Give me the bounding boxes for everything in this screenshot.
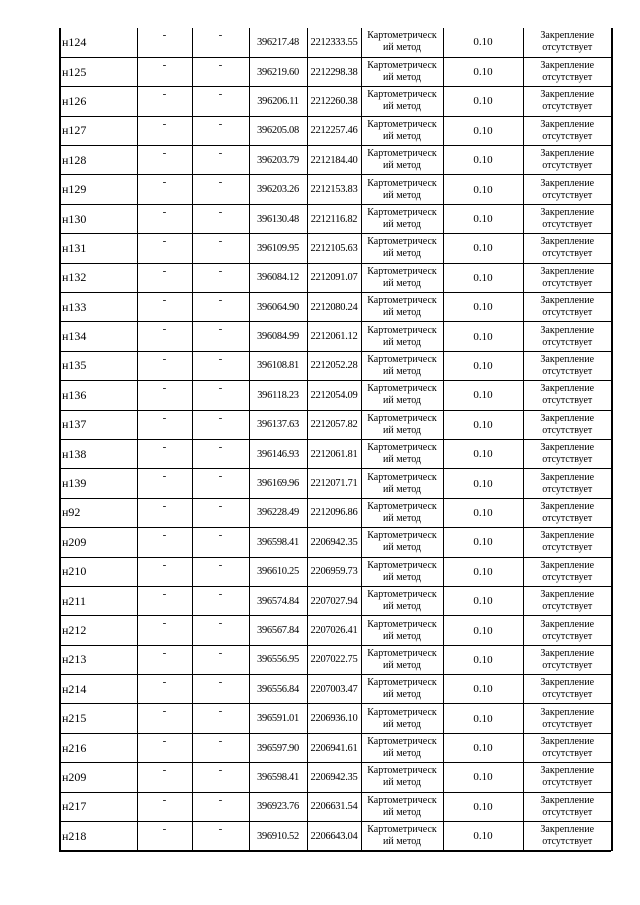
x-coordinate-cell: 396118.23 — [249, 381, 307, 410]
point-name-cell: н215 — [60, 704, 137, 733]
coordinates-table — [59, 28, 613, 851]
fixing-cell: Закрепление отсутствует — [523, 204, 612, 233]
accuracy-cell: 0.10 — [443, 87, 523, 116]
old-x-cell: - — [137, 116, 192, 145]
x-coordinate-cell: 396598.41 — [249, 528, 307, 557]
method-cell: Картометрическ ий метод — [361, 234, 443, 263]
old-y-cell: - — [192, 792, 249, 821]
point-name-cell: н211 — [60, 586, 137, 615]
old-x-cell: - — [137, 557, 192, 586]
x-coordinate-cell: 396146.93 — [249, 439, 307, 468]
point-name-cell: н210 — [60, 557, 137, 586]
old-x-cell: - — [137, 763, 192, 792]
old-x-cell: - — [137, 146, 192, 175]
old-y-cell: - — [192, 410, 249, 439]
point-name-cell: н130 — [60, 204, 137, 233]
y-coordinate-cell: 2212061.12 — [307, 322, 361, 351]
table-row — [60, 322, 612, 351]
y-coordinate-cell: 2212257.46 — [307, 116, 361, 145]
table-row — [60, 234, 612, 263]
x-coordinate-cell: 396137.63 — [249, 410, 307, 439]
point-name-cell: н129 — [60, 175, 137, 204]
accuracy-cell: 0.10 — [443, 498, 523, 527]
x-coordinate-cell: 396598.41 — [249, 763, 307, 792]
accuracy-cell: 0.10 — [443, 763, 523, 792]
accuracy-cell: 0.10 — [443, 28, 523, 57]
method-cell: Картометрическ ий метод — [361, 675, 443, 704]
accuracy-cell: 0.10 — [443, 263, 523, 292]
table-row — [60, 57, 612, 86]
point-name-cell: н218 — [60, 822, 137, 851]
old-x-cell: - — [137, 645, 192, 674]
y-coordinate-cell: 2207026.41 — [307, 616, 361, 645]
method-cell: Картометрическ ий метод — [361, 87, 443, 116]
method-cell: Картометрическ ий метод — [361, 528, 443, 557]
point-name-cell: н128 — [60, 146, 137, 175]
table-row — [60, 469, 612, 498]
point-name-cell: н209 — [60, 763, 137, 792]
accuracy-cell: 0.10 — [443, 351, 523, 380]
old-y-cell: - — [192, 293, 249, 322]
y-coordinate-cell: 2207003.47 — [307, 675, 361, 704]
old-x-cell: - — [137, 822, 192, 851]
point-name-cell: н209 — [60, 528, 137, 557]
old-y-cell: - — [192, 557, 249, 586]
table-row — [60, 645, 612, 674]
point-name-cell: н127 — [60, 116, 137, 145]
table-row — [60, 204, 612, 233]
old-x-cell: - — [137, 234, 192, 263]
accuracy-cell: 0.10 — [443, 586, 523, 615]
table-row — [60, 792, 612, 821]
table-row — [60, 586, 612, 615]
x-coordinate-cell: 396610.25 — [249, 557, 307, 586]
method-cell: Картометрическ ий метод — [361, 57, 443, 86]
table-row — [60, 263, 612, 292]
fixing-cell: Закрепление отсутствует — [523, 57, 612, 86]
table-row — [60, 439, 612, 468]
old-y-cell: - — [192, 351, 249, 380]
method-cell: Картометрическ ий метод — [361, 293, 443, 322]
x-coordinate-cell: 396597.90 — [249, 733, 307, 762]
method-cell: Картометрическ ий метод — [361, 439, 443, 468]
y-coordinate-cell: 2206631.54 — [307, 792, 361, 821]
method-cell: Картометрическ ий метод — [361, 204, 443, 233]
old-x-cell: - — [137, 410, 192, 439]
old-y-cell: - — [192, 469, 249, 498]
old-y-cell: - — [192, 822, 249, 851]
table-row — [60, 146, 612, 175]
x-coordinate-cell: 396574.84 — [249, 586, 307, 615]
y-coordinate-cell: 2206936.10 — [307, 704, 361, 733]
old-x-cell: - — [137, 204, 192, 233]
x-coordinate-cell: 396084.99 — [249, 322, 307, 351]
old-x-cell: - — [137, 351, 192, 380]
table-row — [60, 733, 612, 762]
y-coordinate-cell: 2212057.82 — [307, 410, 361, 439]
table-row — [60, 410, 612, 439]
x-coordinate-cell: 396591.01 — [249, 704, 307, 733]
table-body — [60, 28, 612, 851]
y-coordinate-cell: 2207022.75 — [307, 645, 361, 674]
old-x-cell: - — [137, 263, 192, 292]
x-coordinate-cell: 396910.52 — [249, 822, 307, 851]
y-coordinate-cell: 2212153.83 — [307, 175, 361, 204]
old-y-cell: - — [192, 234, 249, 263]
old-y-cell: - — [192, 586, 249, 615]
y-coordinate-cell: 2212096.86 — [307, 498, 361, 527]
accuracy-cell: 0.10 — [443, 234, 523, 263]
method-cell: Картометрическ ий метод — [361, 733, 443, 762]
y-coordinate-cell: 2206941.61 — [307, 733, 361, 762]
point-name-cell: н138 — [60, 439, 137, 468]
accuracy-cell: 0.10 — [443, 733, 523, 762]
fixing-cell: Закрепление отсутствует — [523, 87, 612, 116]
accuracy-cell: 0.10 — [443, 792, 523, 821]
old-y-cell: - — [192, 498, 249, 527]
x-coordinate-cell: 396556.95 — [249, 645, 307, 674]
method-cell: Картометрическ ий метод — [361, 28, 443, 57]
table-row — [60, 87, 612, 116]
y-coordinate-cell: 2212080.24 — [307, 293, 361, 322]
old-y-cell: - — [192, 116, 249, 145]
accuracy-cell: 0.10 — [443, 175, 523, 204]
table-row — [60, 498, 612, 527]
method-cell: Картометрическ ий метод — [361, 175, 443, 204]
old-x-cell: - — [137, 28, 192, 57]
old-x-cell: - — [137, 87, 192, 116]
y-coordinate-cell: 2206942.35 — [307, 528, 361, 557]
fixing-cell: Закрепление отсутствует — [523, 322, 612, 351]
point-name-cell: н137 — [60, 410, 137, 439]
point-name-cell: н132 — [60, 263, 137, 292]
coordinates-table-sheet — [59, 28, 613, 851]
table-row — [60, 763, 612, 792]
method-cell: Картометрическ ий метод — [361, 616, 443, 645]
point-name-cell: н214 — [60, 675, 137, 704]
fixing-cell: Закрепление отсутствует — [523, 557, 612, 586]
old-x-cell: - — [137, 792, 192, 821]
x-coordinate-cell: 396228.49 — [249, 498, 307, 527]
accuracy-cell: 0.10 — [443, 557, 523, 586]
accuracy-cell: 0.10 — [443, 822, 523, 851]
accuracy-cell: 0.10 — [443, 704, 523, 733]
fixing-cell: Закрепление отсутствует — [523, 616, 612, 645]
accuracy-cell: 0.10 — [443, 439, 523, 468]
accuracy-cell: 0.10 — [443, 528, 523, 557]
fixing-cell: Закрепление отсутствует — [523, 822, 612, 851]
old-y-cell: - — [192, 175, 249, 204]
fixing-cell: Закрепление отсутствует — [523, 351, 612, 380]
old-x-cell: - — [137, 175, 192, 204]
method-cell: Картометрическ ий метод — [361, 351, 443, 380]
x-coordinate-cell: 396556.84 — [249, 675, 307, 704]
accuracy-cell: 0.10 — [443, 469, 523, 498]
y-coordinate-cell: 2207027.94 — [307, 586, 361, 615]
y-coordinate-cell: 2212333.55 — [307, 28, 361, 57]
point-name-cell: н133 — [60, 293, 137, 322]
old-x-cell: - — [137, 498, 192, 527]
fixing-cell: Закрепление отсутствует — [523, 263, 612, 292]
old-y-cell: - — [192, 87, 249, 116]
fixing-cell: Закрепление отсутствует — [523, 381, 612, 410]
fixing-cell: Закрепление отсутствует — [523, 293, 612, 322]
table-row — [60, 704, 612, 733]
table-row — [60, 381, 612, 410]
table-row — [60, 557, 612, 586]
x-coordinate-cell: 396567.84 — [249, 616, 307, 645]
table-row — [60, 116, 612, 145]
point-name-cell: н131 — [60, 234, 137, 263]
method-cell: Картометрическ ий метод — [361, 410, 443, 439]
old-x-cell: - — [137, 528, 192, 557]
method-cell: Картометрическ ий метод — [361, 498, 443, 527]
accuracy-cell: 0.10 — [443, 204, 523, 233]
accuracy-cell: 0.10 — [443, 146, 523, 175]
y-coordinate-cell: 2206643.04 — [307, 822, 361, 851]
fixing-cell: Закрепление отсутствует — [523, 234, 612, 263]
fixing-cell: Закрепление отсутствует — [523, 439, 612, 468]
point-name-cell: н139 — [60, 469, 137, 498]
fixing-cell: Закрепление отсутствует — [523, 586, 612, 615]
table-row — [60, 175, 612, 204]
fixing-cell: Закрепление отсутствует — [523, 763, 612, 792]
y-coordinate-cell: 2212071.71 — [307, 469, 361, 498]
accuracy-cell: 0.10 — [443, 410, 523, 439]
y-coordinate-cell: 2212061.81 — [307, 439, 361, 468]
method-cell: Картометрическ ий метод — [361, 263, 443, 292]
x-coordinate-cell: 396217.48 — [249, 28, 307, 57]
y-coordinate-cell: 2206942.35 — [307, 763, 361, 792]
y-coordinate-cell: 2206959.73 — [307, 557, 361, 586]
old-x-cell: - — [137, 586, 192, 615]
point-name-cell: н213 — [60, 645, 137, 674]
accuracy-cell: 0.10 — [443, 57, 523, 86]
accuracy-cell: 0.10 — [443, 616, 523, 645]
table-row — [60, 293, 612, 322]
method-cell: Картометрическ ий метод — [361, 557, 443, 586]
fixing-cell: Закрепление отсутствует — [523, 146, 612, 175]
method-cell: Картометрическ ий метод — [361, 792, 443, 821]
x-coordinate-cell: 396219.60 — [249, 57, 307, 86]
point-name-cell: н124 — [60, 28, 137, 57]
point-name-cell: н134 — [60, 322, 137, 351]
x-coordinate-cell: 396923.76 — [249, 792, 307, 821]
table-row — [60, 616, 612, 645]
old-x-cell: - — [137, 616, 192, 645]
x-coordinate-cell: 396084.12 — [249, 263, 307, 292]
old-x-cell: - — [137, 439, 192, 468]
point-name-cell: н136 — [60, 381, 137, 410]
old-y-cell: - — [192, 645, 249, 674]
old-y-cell: - — [192, 322, 249, 351]
old-x-cell: - — [137, 322, 192, 351]
old-x-cell: - — [137, 675, 192, 704]
fixing-cell: Закрепление отсутствует — [523, 704, 612, 733]
table-row — [60, 351, 612, 380]
x-coordinate-cell: 396108.81 — [249, 351, 307, 380]
fixing-cell: Закрепление отсутствует — [523, 498, 612, 527]
old-y-cell: - — [192, 763, 249, 792]
x-coordinate-cell: 396130.48 — [249, 204, 307, 233]
accuracy-cell: 0.10 — [443, 675, 523, 704]
old-y-cell: - — [192, 439, 249, 468]
accuracy-cell: 0.10 — [443, 293, 523, 322]
old-y-cell: - — [192, 57, 249, 86]
old-y-cell: - — [192, 528, 249, 557]
old-y-cell: - — [192, 28, 249, 57]
point-name-cell: н135 — [60, 351, 137, 380]
method-cell: Картометрическ ий метод — [361, 381, 443, 410]
table-row — [60, 28, 612, 57]
fixing-cell: Закрепление отсутствует — [523, 528, 612, 557]
fixing-cell: Закрепление отсутствует — [523, 175, 612, 204]
accuracy-cell: 0.10 — [443, 322, 523, 351]
y-coordinate-cell: 2212116.82 — [307, 204, 361, 233]
y-coordinate-cell: 2212184.40 — [307, 146, 361, 175]
old-y-cell: - — [192, 616, 249, 645]
old-x-cell: - — [137, 733, 192, 762]
table-row — [60, 822, 612, 851]
point-name-cell: н92 — [60, 498, 137, 527]
fixing-cell: Закрепление отсутствует — [523, 675, 612, 704]
old-y-cell: - — [192, 204, 249, 233]
y-coordinate-cell: 2212105.63 — [307, 234, 361, 263]
fixing-cell: Закрепление отсутствует — [523, 645, 612, 674]
y-coordinate-cell: 2212298.38 — [307, 57, 361, 86]
method-cell: Картометрическ ий метод — [361, 586, 443, 615]
old-x-cell: - — [137, 293, 192, 322]
x-coordinate-cell: 396203.79 — [249, 146, 307, 175]
point-name-cell: н216 — [60, 733, 137, 762]
x-coordinate-cell: 396064.90 — [249, 293, 307, 322]
method-cell: Картометрическ ий метод — [361, 146, 443, 175]
method-cell: Картометрическ ий метод — [361, 822, 443, 851]
y-coordinate-cell: 2212091.07 — [307, 263, 361, 292]
accuracy-cell: 0.10 — [443, 645, 523, 674]
table-row — [60, 675, 612, 704]
x-coordinate-cell: 396109.95 — [249, 234, 307, 263]
table-bottom-rule — [59, 850, 611, 852]
y-coordinate-cell: 2212052.28 — [307, 351, 361, 380]
fixing-cell: Закрепление отсутствует — [523, 28, 612, 57]
fixing-cell: Закрепление отсутствует — [523, 410, 612, 439]
old-y-cell: - — [192, 733, 249, 762]
method-cell: Картометрическ ий метод — [361, 322, 443, 351]
method-cell: Картометрическ ий метод — [361, 645, 443, 674]
method-cell: Картометрическ ий метод — [361, 704, 443, 733]
y-coordinate-cell: 2212260.38 — [307, 87, 361, 116]
old-y-cell: - — [192, 704, 249, 733]
table-row — [60, 528, 612, 557]
accuracy-cell: 0.10 — [443, 381, 523, 410]
old-y-cell: - — [192, 263, 249, 292]
point-name-cell: н126 — [60, 87, 137, 116]
x-coordinate-cell: 396169.96 — [249, 469, 307, 498]
old-y-cell: - — [192, 381, 249, 410]
method-cell: Картометрическ ий метод — [361, 116, 443, 145]
fixing-cell: Закрепление отсутствует — [523, 469, 612, 498]
accuracy-cell: 0.10 — [443, 116, 523, 145]
old-x-cell: - — [137, 704, 192, 733]
y-coordinate-cell: 2212054.09 — [307, 381, 361, 410]
fixing-cell: Закрепление отсутствует — [523, 116, 612, 145]
old-y-cell: - — [192, 675, 249, 704]
method-cell: Картометрическ ий метод — [361, 469, 443, 498]
old-x-cell: - — [137, 381, 192, 410]
point-name-cell: н125 — [60, 57, 137, 86]
x-coordinate-cell: 396203.26 — [249, 175, 307, 204]
x-coordinate-cell: 396206.11 — [249, 87, 307, 116]
fixing-cell: Закрепление отсутствует — [523, 792, 612, 821]
method-cell: Картометрическ ий метод — [361, 763, 443, 792]
fixing-cell: Закрепление отсутствует — [523, 733, 612, 762]
old-x-cell: - — [137, 57, 192, 86]
old-x-cell: - — [137, 469, 192, 498]
point-name-cell: н212 — [60, 616, 137, 645]
old-y-cell: - — [192, 146, 249, 175]
point-name-cell: н217 — [60, 792, 137, 821]
x-coordinate-cell: 396205.08 — [249, 116, 307, 145]
